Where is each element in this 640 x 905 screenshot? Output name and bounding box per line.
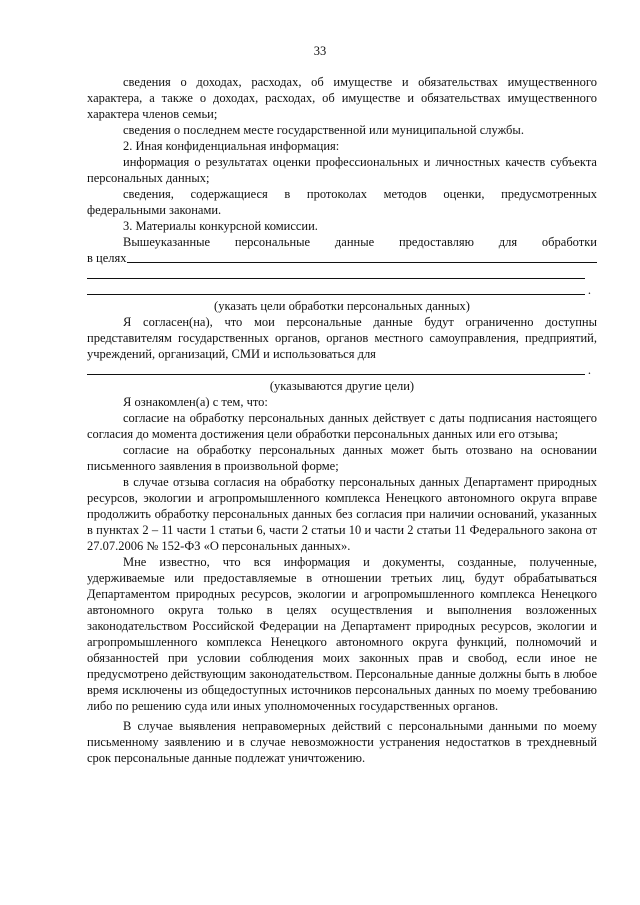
other-purposes-line <box>87 362 597 378</box>
purpose-prefix: в целях <box>87 251 127 265</box>
purpose-line-1 <box>87 250 597 266</box>
caption-purpose: (указать цели обработки персональных данных) <box>214 299 470 313</box>
paragraph-last-service: сведения о последнем месте государственной или муниципальной службы. <box>123 123 524 137</box>
paragraph-data-destruction: В случае выявления неправомерных действий с персональными данными по моему письменному заявлению и в случае невозможности устранения недостатков в трехдневный срок персональные данные подлежат уничтожению. <box>87 719 597 765</box>
paragraph-acknowledged: Я ознакомлен(а) с тем, что: <box>123 395 268 409</box>
page-number: 33 <box>313 44 327 58</box>
paragraph-consent-revocation: согласие на обработку персональных данных может быть отозвано на основании письменного заявления в произвольной форме; <box>87 443 597 473</box>
paragraph-assessment-protocols: сведения, содержащиеся в протоколах методов оценки, предусмотренных федеральными законами. <box>87 187 597 217</box>
paragraph-revocation-consequences: в случае отзыва согласия на обработку персональных данных Департамент природных ресурсов, экологии и агропромышленного комплекса Ненецкого автономного округа вправе продолжить обработку персональных данных без согласия при наличии оснований, указанных в пунктах 2 – 11 части 1 статьи 6, части 2 статьи 10 и части 2 статьи 11 Федерального закона от 27.07.2006 № 152-ФЗ «О персональных данных». <box>87 475 597 553</box>
paragraph-other-confidential: 2. Иная конфиденциальная информация: <box>123 139 340 153</box>
paragraph-income-info: сведения о доходах, расходах, об имуществе и обязательствах имущественного характера, а также о доходах, расходах, об имуществе и обязательствах имущественного характера членов семьи; <box>87 75 597 121</box>
purpose-line-3 <box>87 282 597 298</box>
caption-other-purposes: (указываются другие цели) <box>269 379 415 393</box>
paragraph-provide-data: Вышеуказанные персональные данные предоставляю для обработки <box>123 235 597 249</box>
paragraph-consent-validity: согласие на обработку персональных данных действует с даты подписания настоящего согласия до момента достижения цели обработки персональных данных или его отзыва; <box>87 411 597 441</box>
document-body <box>87 74 597 766</box>
paragraph-commission-materials: 3. Материалы конкурсной комиссии. <box>123 219 318 233</box>
paragraph-assessment-results: информация о результатах оценки профессиональных и личностных качеств субъекта персональных данных; <box>87 155 597 185</box>
paragraph-agreement: Я согласен(на), что мои персональные данные будут ограниченно доступны представителям государственных органов, органов местного самоуправления, предприятий, учреждений, организаций, СМИ и использоваться для <box>87 315 597 361</box>
paragraph-information-processing: Мне известно, что вся информация и документы, созданные, полученные, удерживаемые или предоставляемые в отношении третьих лиц, будут обрабатываться Департаментом природных ресурсов, экологии и агропромышленного комплекса Ненецкого автономного округа только в целях осуществления и выполнения возложенных законодательством Российской Федерации на Департамент природных ресурсов, экологии и агропромышленного комплекса Ненецкого автономного округа функций, полномочий и обязанностей при условии соблюдения моих законных прав и свобод, если иное не предусмотрено действующим законодательством. Персональные данные должны быть в любое время исключены из общедоступных источников персональных данных по моему требованию либо по решению суда или иных уполномоченных государственных органов. <box>87 555 597 713</box>
other-purposes-period: . <box>587 363 591 377</box>
purpose-line-2 <box>87 266 597 282</box>
purpose-underline <box>127 262 597 263</box>
purpose-line-period: . <box>587 283 591 297</box>
